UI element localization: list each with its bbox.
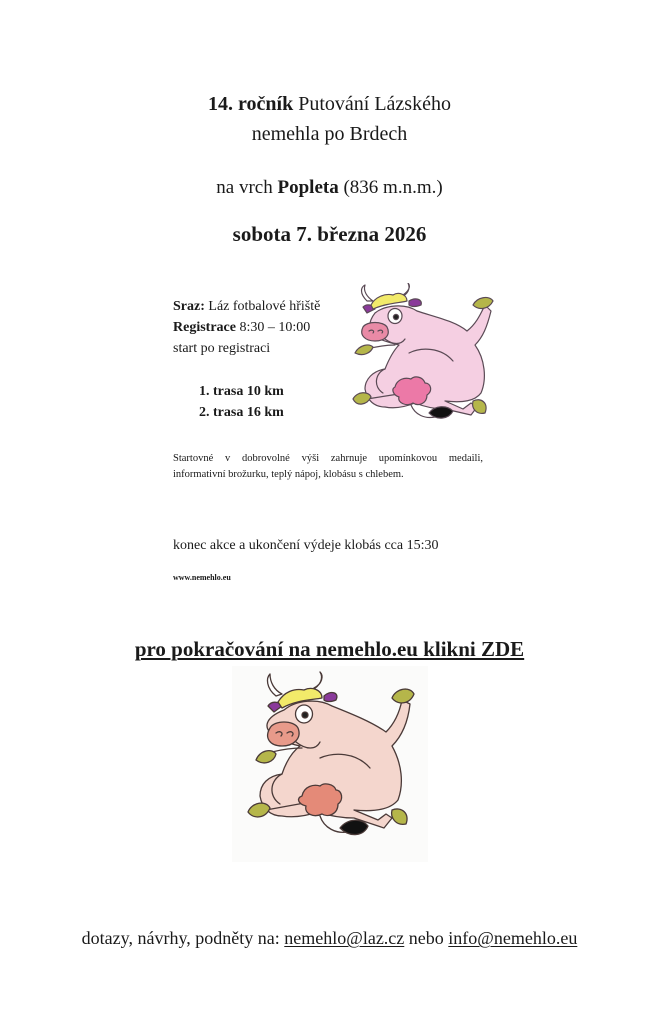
destination-name: Popleta (277, 177, 339, 198)
entry-fee-info: Startovné v dobrovolné výši zahrnuje upomínkovou medaili, informativní brožurku, teplý nápoj, klobásu s chlebem. (173, 453, 483, 480)
event-name: Putování Lázského (293, 93, 451, 115)
meeting-point (173, 297, 320, 317)
route-item: 1. trasa 10 km (199, 384, 284, 399)
routes-list (199, 381, 284, 423)
event-title-line1 (0, 92, 659, 116)
contact-separator: nebo (404, 928, 449, 948)
destination-prefix: na vrch (216, 177, 278, 198)
contact-prefix: dotazy, návrhy, podněty na: (81, 928, 285, 948)
meeting-value: Láz fotbalové hřiště (204, 299, 321, 314)
event-destination (0, 176, 659, 200)
event-edition: 14. ročník (208, 93, 294, 115)
cow-illustration (345, 283, 505, 428)
email-link-laz[interactable]: nemehlo@laz.cz (284, 928, 405, 948)
meeting-label: Sraz: (173, 299, 205, 314)
contact-line (0, 927, 659, 949)
event-date: sobota 7. března 2026 (232, 222, 427, 246)
email-link-info[interactable]: info@nemehlo.eu (448, 928, 578, 948)
closing-time-info: konec akce a ukončení výdeje klobás cca 15:30 (173, 538, 439, 553)
continue-to-website-link[interactable]: pro pokračování na nemehlo.eu klikni ZDE (134, 637, 525, 661)
event-title-line2: nemehla po Brdech (251, 123, 408, 145)
destination-elevation: (836 m.n.m.) (338, 177, 443, 198)
cow-mascot-icon (345, 283, 505, 428)
cow-illustration-large (232, 666, 428, 862)
registration-time (173, 318, 310, 338)
route-item: 2. trasa 16 km (199, 405, 284, 420)
website-url: www.nemehlo.eu (173, 573, 231, 582)
start-note: start po registraci (173, 341, 271, 356)
registration-label: Registrace (173, 320, 236, 335)
cow-mascot-icon (232, 666, 428, 862)
registration-value: 8:30 – 10:00 (235, 320, 311, 335)
